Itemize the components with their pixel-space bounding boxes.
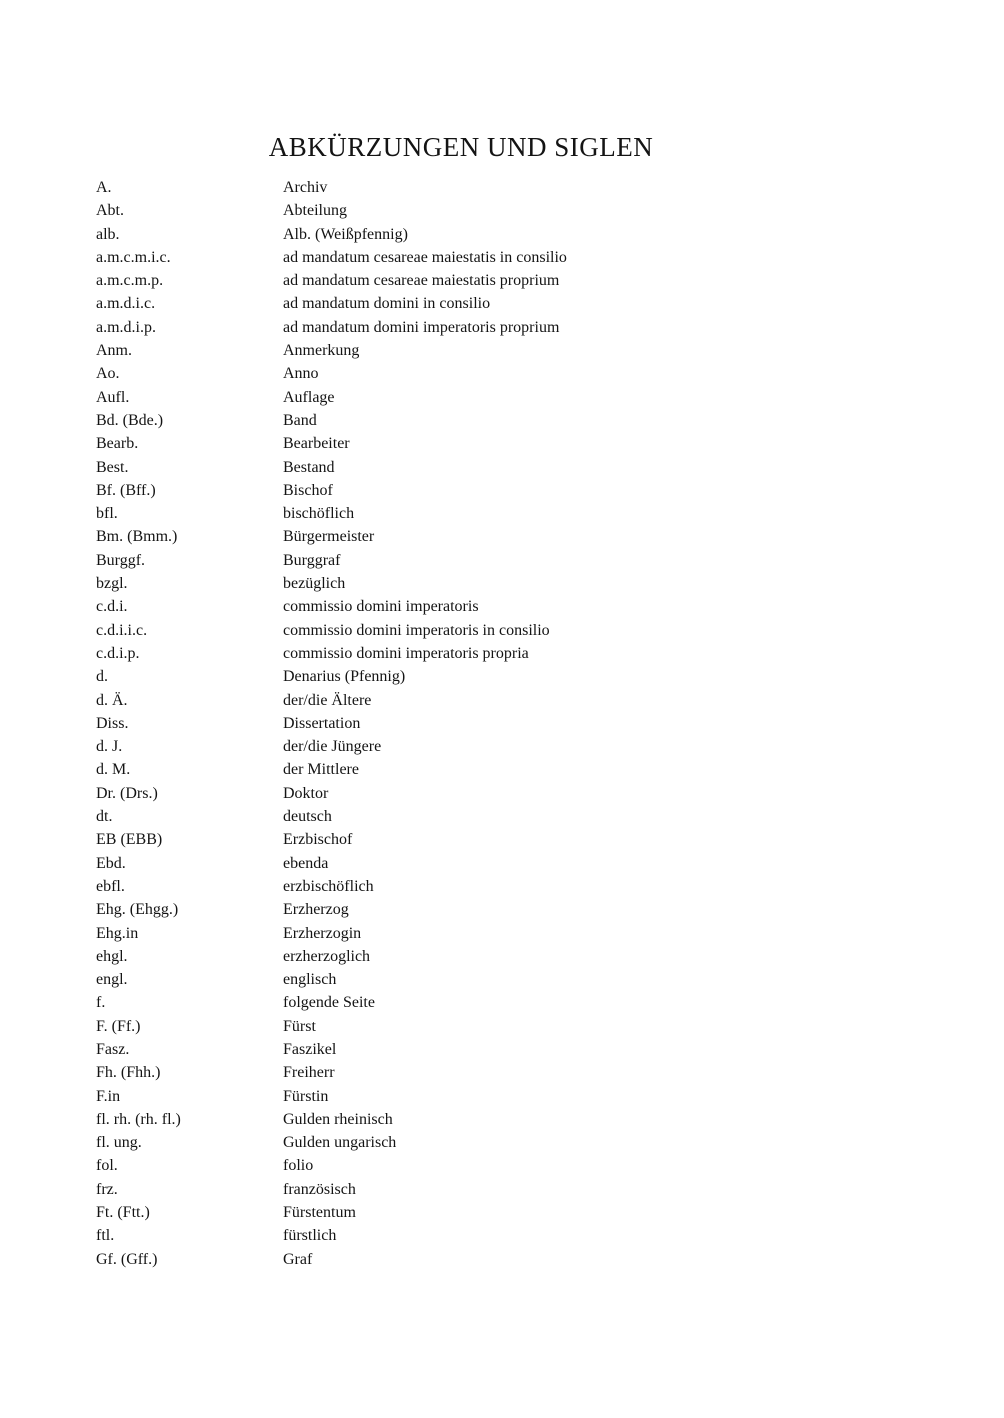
abbreviation-term: Fasz. xyxy=(96,1040,130,1058)
abbreviation-meaning: ad mandatum domini imperatoris proprium xyxy=(283,318,560,336)
abbreviation-row xyxy=(96,642,856,665)
abbreviation-meaning: Bürgermeister xyxy=(283,528,375,546)
abbreviation-row xyxy=(96,246,856,269)
abbreviation-row xyxy=(96,1201,856,1224)
abbreviation-term: d. xyxy=(96,668,108,686)
abbreviation-row xyxy=(96,199,856,222)
abbreviation-term: ftl. xyxy=(96,1227,115,1245)
abbreviation-term: dt. xyxy=(96,808,113,826)
abbreviation-meaning: der/die Jüngere xyxy=(283,738,382,756)
abbreviation-meaning: ad mandatum domini in consilio xyxy=(283,295,491,313)
abbreviation-term: f. xyxy=(96,994,106,1012)
abbreviation-meaning: Erzherzogin xyxy=(283,924,362,942)
abbreviation-meaning: Doktor xyxy=(283,784,329,802)
abbreviation-term: c.d.i.p. xyxy=(96,644,140,662)
abbreviation-meaning: ebenda xyxy=(283,854,329,872)
abbreviation-term: F.in xyxy=(96,1087,121,1105)
abbreviation-meaning: der/die Ältere xyxy=(283,691,372,709)
abbreviation-row xyxy=(96,1224,856,1247)
abbreviation-row xyxy=(96,339,856,362)
abbreviation-term: Ft. (Ftt.) xyxy=(96,1204,150,1222)
abbreviation-meaning: Erzbischof xyxy=(283,831,353,849)
abbreviation-meaning: Burggraf xyxy=(283,551,341,569)
abbreviation-row xyxy=(96,1154,856,1177)
abbreviation-list xyxy=(96,176,856,1271)
abbreviation-row xyxy=(96,735,856,758)
abbreviation-meaning: Fürst xyxy=(283,1017,316,1035)
abbreviation-row xyxy=(96,875,856,898)
abbreviation-row xyxy=(96,898,856,921)
abbreviation-row xyxy=(96,782,856,805)
abbreviation-term: Ebd. xyxy=(96,854,126,872)
abbreviation-meaning: ad mandatum cesareae maiestatis in consilio xyxy=(283,248,567,266)
abbreviation-term: F. (Ff.) xyxy=(96,1017,141,1035)
abbreviation-row xyxy=(96,689,856,712)
abbreviation-row xyxy=(96,502,856,525)
abbreviation-term: bfl. xyxy=(96,505,118,523)
abbreviation-meaning: Gulden rheinisch xyxy=(283,1110,393,1128)
abbreviation-meaning: folio xyxy=(283,1157,314,1175)
abbreviation-meaning: Anmerkung xyxy=(283,342,360,360)
abbreviation-term: engl. xyxy=(96,971,128,989)
abbreviation-meaning: deutsch xyxy=(283,808,332,826)
abbreviation-term: Aufl. xyxy=(96,388,130,406)
abbreviation-term: Bf. (Bff.) xyxy=(96,481,156,499)
abbreviation-meaning: folgende Seite xyxy=(283,994,375,1012)
abbreviation-term: Bearb. xyxy=(96,435,139,453)
abbreviation-meaning: englisch xyxy=(283,971,337,989)
abbreviation-term: Anm. xyxy=(96,342,132,360)
abbreviation-term: Bd. (Bde.) xyxy=(96,411,164,429)
abbreviation-row xyxy=(96,991,856,1014)
abbreviation-meaning: Faszikel xyxy=(283,1040,337,1058)
abbreviation-meaning: Freiherr xyxy=(283,1064,335,1082)
abbreviation-term: d. Ä. xyxy=(96,691,128,709)
abbreviation-meaning: Bischof xyxy=(283,481,333,499)
abbreviation-row xyxy=(96,805,856,828)
abbreviation-meaning: Gulden ungarisch xyxy=(283,1134,397,1152)
abbreviation-term: c.d.i. xyxy=(96,598,128,616)
abbreviation-meaning: Fürstentum xyxy=(283,1204,356,1222)
abbreviation-meaning: Bearbeiter xyxy=(283,435,350,453)
abbreviation-row xyxy=(96,852,856,875)
abbreviation-term: a.m.d.i.c. xyxy=(96,295,156,313)
abbreviation-term: Diss. xyxy=(96,714,129,732)
abbreviation-term: a.m.c.m.i.c. xyxy=(96,248,171,266)
abbreviation-term: fol. xyxy=(96,1157,118,1175)
abbreviation-term: frz. xyxy=(96,1180,118,1198)
abbreviation-row xyxy=(96,525,856,548)
abbreviation-term: Abt. xyxy=(96,202,124,220)
abbreviation-meaning: Archiv xyxy=(283,179,328,196)
abbreviation-term: ebfl. xyxy=(96,877,125,895)
abbreviation-term: Fh. (Fhh.) xyxy=(96,1064,161,1082)
abbreviation-term: Ehg. (Ehgg.) xyxy=(96,901,179,919)
abbreviation-term: d. M. xyxy=(96,761,131,779)
abbreviation-meaning: Auflage xyxy=(283,388,335,406)
abbreviation-term: Burggf. xyxy=(96,551,146,569)
abbreviation-term: a.m.c.m.p. xyxy=(96,272,164,290)
abbreviation-meaning: bischöflich xyxy=(283,505,355,523)
abbreviation-row xyxy=(96,479,856,502)
abbreviation-row xyxy=(96,409,856,432)
abbreviation-row xyxy=(96,595,856,618)
abbreviation-row xyxy=(96,945,856,968)
abbreviation-row xyxy=(96,432,856,455)
abbreviation-row xyxy=(96,712,856,735)
abbreviation-row xyxy=(96,1248,856,1271)
abbreviation-term: fl. ung. xyxy=(96,1134,142,1152)
abbreviation-meaning: Abteilung xyxy=(283,202,347,220)
abbreviation-row xyxy=(96,1038,856,1061)
abbreviation-row xyxy=(96,758,856,781)
abbreviation-row xyxy=(96,362,856,385)
abbreviation-meaning: Bestand xyxy=(283,458,335,476)
abbreviation-term: Best. xyxy=(96,458,129,476)
abbreviation-term: Ao. xyxy=(96,365,120,383)
abbreviation-meaning: Alb. (Weißpfennig) xyxy=(283,225,408,243)
abbreviation-meaning: erzbischöflich xyxy=(283,877,374,895)
abbreviation-term: bzgl. xyxy=(96,575,128,593)
abbreviation-term: a.m.d.i.p. xyxy=(96,318,156,336)
abbreviation-row xyxy=(96,1015,856,1038)
abbreviation-term: Ehg.in xyxy=(96,924,139,942)
abbreviation-meaning: bezüglich xyxy=(283,575,346,593)
abbreviation-row xyxy=(96,223,856,246)
abbreviation-row xyxy=(96,1178,856,1201)
abbreviation-row xyxy=(96,619,856,642)
abbreviation-meaning: fürstlich xyxy=(283,1227,337,1245)
abbreviation-term: Bm. (Bmm.) xyxy=(96,528,178,546)
abbreviation-row xyxy=(96,316,856,339)
abbreviation-row xyxy=(96,386,856,409)
abbreviation-term: fl. rh. (rh. fl.) xyxy=(96,1110,181,1128)
abbreviation-row xyxy=(96,456,856,479)
abbreviation-meaning: Erzherzog xyxy=(283,901,349,919)
abbreviation-row xyxy=(96,292,856,315)
abbreviation-meaning: erzherzoglich xyxy=(283,947,371,965)
abbreviation-meaning: der Mittlere xyxy=(283,761,359,779)
abbreviation-term: Gf. (Gff.) xyxy=(96,1250,158,1268)
abbreviation-term: ehgl. xyxy=(96,947,128,965)
abbreviation-row xyxy=(96,968,856,991)
abbreviation-row xyxy=(96,922,856,945)
abbreviation-meaning: Band xyxy=(283,411,317,429)
abbreviation-meaning: Anno xyxy=(283,365,319,383)
abbreviation-row xyxy=(96,1061,856,1084)
abbreviation-term: c.d.i.i.c. xyxy=(96,621,148,639)
abbreviation-meaning: commissio domini imperatoris in consilio xyxy=(283,621,550,639)
abbreviation-row xyxy=(96,269,856,292)
abbreviation-term: d. J. xyxy=(96,738,123,756)
page-title: ABKÜRZUNGEN UND SIGLEN xyxy=(268,132,654,163)
abbreviation-row xyxy=(96,572,856,595)
abbreviation-row xyxy=(96,549,856,572)
abbreviation-row xyxy=(96,1131,856,1154)
abbreviation-meaning: französisch xyxy=(283,1180,356,1198)
abbreviation-meaning: Dissertation xyxy=(283,714,361,732)
abbreviation-row xyxy=(96,1085,856,1108)
abbreviation-term: EB (EBB) xyxy=(96,831,163,849)
abbreviation-meaning: Fürstin xyxy=(283,1087,329,1105)
abbreviation-meaning: commissio domini imperatoris propria xyxy=(283,644,529,662)
abbreviation-term: Dr. (Drs.) xyxy=(96,784,158,802)
abbreviation-term: A. xyxy=(96,179,112,196)
abbreviation-meaning: Denarius (Pfennig) xyxy=(283,668,406,686)
abbreviation-row xyxy=(96,176,856,199)
abbreviation-meaning: commissio domini imperatoris xyxy=(283,598,479,616)
abbreviation-term: alb. xyxy=(96,225,120,243)
abbreviation-row xyxy=(96,665,856,688)
abbreviation-meaning: Graf xyxy=(283,1250,313,1268)
abbreviation-row xyxy=(96,1108,856,1131)
abbreviation-meaning: ad mandatum cesareae maiestatis proprium xyxy=(283,272,560,290)
abbreviation-row xyxy=(96,828,856,851)
